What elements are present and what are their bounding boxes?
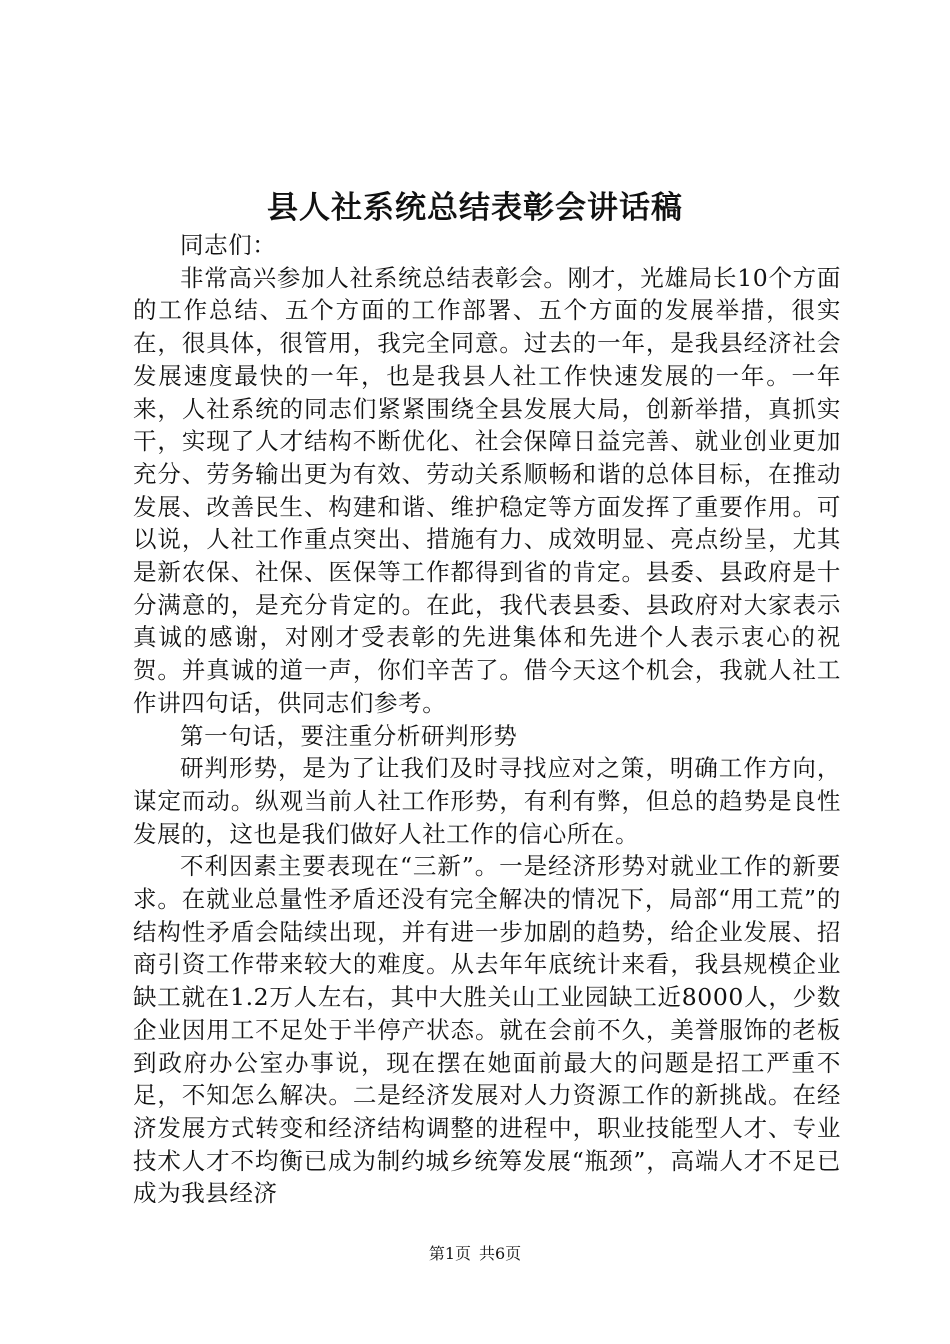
paragraph-opening: 非常高兴参加人社系统总结表彰会。刚才，光雄局长10个方面的工作总结、五个方面的工作部署、五个方面的发展举措，很实在，很具体，很管用，我完全同意。过去的一年，是我县经济社会发展速度最快的一年，也是我县人社工作快速发展的一年。一年来，人社系统的同志们紧紧围绕全县发展大局，创新举措，真抓实干，实现了人才结构不断优化、社会保障日益完善、就业创业更加充分、劳务输出更为有效、劳动关系顺畅和谐的总体目标，在推动发展、改善民生、构建和谐、维护稳定等方面发挥了重要作用。可以说，人社工作重点突出、措施有力、成效明显、亮点纷呈，尤其是新农保、社保、医保等工作都得到省的肯定。县委、县政府是十分满意的，是充分肯定的。在此，我代表县委、县政府对大家表示真诚的感谢，对刚才受表彰的先进集体和先进个人表示衷心的祝贺。并真诚的道一声，你们辛苦了。借今天这个机会，我就人社工作讲四句话，供同志们参考。 xyxy=(133,263,841,717)
document-body xyxy=(133,229,841,1210)
page-total: 共6页 xyxy=(479,1244,522,1263)
paragraph-unfavorable-factors: 不利因素主要表现在“三新”。一是经济形势对就业工作的新要求。在就业总量性矛盾还没有完全解决的情况下，局部“用工荒”的结构性矛盾会陆续出现，并有进一步加剧的趋势，给企业发展、招商引资工作带来较大的难度。从去年年底统计来看，我县规模企业缺工就在1.2万人左右，其中大胜关山工业园缺工近8000人，少数企业因用工不足处于半停产状态。就在会前不久，美誉服饰的老板到政府办公室办事说，现在摆在她面前最大的问题是招工严重不足，不知怎么解决。二是经济发展对人力资源工作的新挑战。在经济发展方式转变和经济结构调整的进程中，职业技能型人才、专业技术人才不均衡已成为制约城乡统筹发展“瓶颈”，高端人才不足已成为我县经济 xyxy=(133,852,841,1208)
document-title: 县人社系统总结表彰会讲话稿 xyxy=(267,190,683,226)
section-heading-first: 第一句话，要注重分析研判形势 xyxy=(180,721,518,750)
page-footer xyxy=(0,1244,950,1264)
paragraph-situation: 研判形势，是为了让我们及时寻找应对之策，明确工作方向，谋定而动。纵观当前人社工作形势，有利有弊，但总的趋势是良性发展的，这也是我们做好人社工作的信心所在。 xyxy=(133,754,841,848)
page-number: 第1页 xyxy=(428,1244,471,1263)
salutation: 同志们： xyxy=(180,231,277,259)
